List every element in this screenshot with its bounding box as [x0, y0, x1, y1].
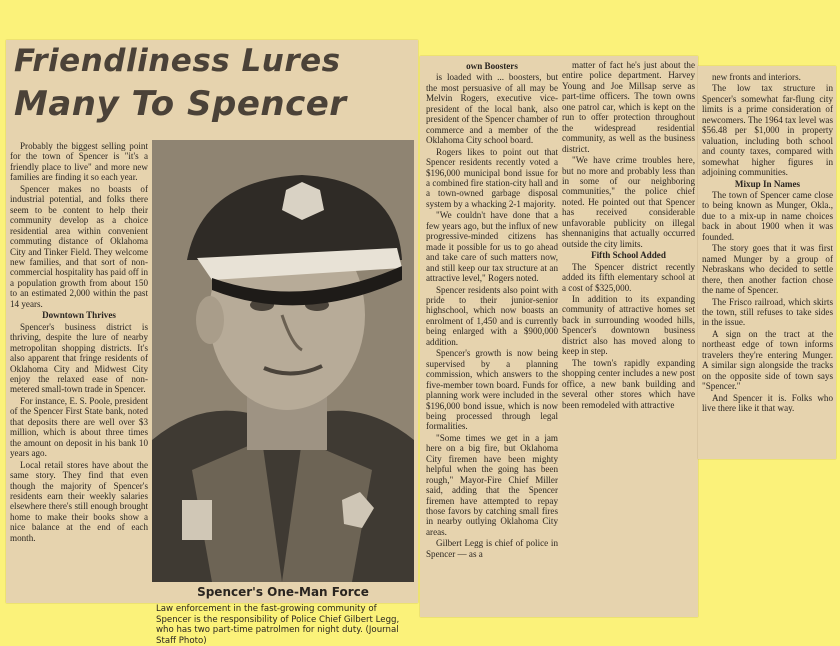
paragraph: And Spencer it is. Folks who live there like it that way. [702, 392, 833, 414]
paragraph: A sign on the tract at the northeast edge of town informs travelers they're entering Munger. A similar sign alongside the tracks on the opposite side of town says "Spencer." [702, 328, 833, 392]
article-column-3 [562, 60, 695, 460]
subhead-boosters: own Boosters [466, 61, 518, 71]
paragraph: matter of fact he's just about the entire police department. Harvey Young and Joe Millsap serve as part-time officers. The town owns one patrol car, which is kept on the run to offer protection throughout the widespread residential community, as well as the business district. [562, 60, 695, 154]
paragraph: Probably the biggest selling point for the town of Spencer is "it's a friendly place to live" and more new families are finding it so each year. [10, 141, 148, 183]
paragraph: The story goes that it was first named Munger by a group of Nebraskans who decided to settle there, then another faction chose the name of Spencer. [702, 243, 833, 296]
paragraph: new fronts and interiors. [712, 72, 801, 82]
paragraph: Spencer makes no boasts of industrial potential, and folks there seem to be content to help their community develop as a choice residential area within convenient commuting distance of Oklahoma City and Tinker Field. They welcome new families, and that sort of non-commercial hospitality has paid off in a population growth from about 150 to an estimated 2,000 within the past 14 years. [10, 183, 148, 309]
paragraph: Rogers likes to point out that Spencer residents recently voted a $196,000 municipal bond issue for a combined fire station-city hall and a town-owned garbage disposal system by a whacking 2-1 majority. [426, 146, 558, 209]
paragraph: Spencer's growth is now being supervised by a planning commission, which answers to the five-member town board. Funds for planning work were included in the $196,000 bond issue, which is now being processed through legal formalities. [426, 348, 558, 432]
paragraph: The low tax structure in Spencer's somewhat far-flung city limits is a prime consideration of newcomers. The 1964 tax level was $56.48 per $1,000 in property valuation, including both school and county taxes, compared with somewhat higher figures in adjoining communities. [702, 83, 833, 178]
headline-line-1: Friendliness Lures [14, 43, 341, 79]
paragraph: Spencer residents also point with pride to their junior-senior highschool, which now boasts an enrolment of 1,450 and is currently being enlarged with a $900,000 addition. [426, 284, 558, 347]
paragraph: Spencer's business district is thriving, despite the lure of nearby metropolitan shopping districts. It's also apparent that fringe residents of Oklahoma City and Midwest City enjoy the relaxed ease of non-metered small-town trade in Spencer. [10, 321, 148, 395]
paragraph: For instance, E. S. Poole, president of the Spencer First State bank, noted that deposits there are well over $3 million, which is about three times the amount on deposit in his bank 10 years ago. [10, 395, 148, 459]
clipping-middle [420, 56, 698, 617]
paragraph: Gilbert Legg is chief of police in Spencer — as a [426, 538, 558, 559]
paragraph: is loaded with ... boosters, but the most persuasive of all may be Melvin Rogers, executive vice-president of the local bank, also president of the Spencer chamber of commerce and a member of the Oklahoma City school board. [426, 72, 558, 146]
clipping-left [6, 40, 418, 646]
subhead-mixup: Mixup In Names [734, 178, 801, 189]
article-column-1 [10, 141, 148, 601]
paragraph: The town of Spencer came close to being known as Munger, Okla., due to a mix-up in name choices back in about 1900 when it was founded. [702, 189, 833, 242]
clipping-right [698, 66, 836, 459]
paragraph: The Spencer district recently added its fifth elementary school at a cost of $325,000. [562, 261, 695, 293]
police-chief-photo [152, 140, 414, 582]
paragraph: The town's rapidly expanding shopping center includes a new post office, a new bank building and several other stores which have been remodeled with attractive [562, 357, 695, 410]
subhead-fifth-school: Fifth School Added [591, 250, 666, 261]
paragraph: "Some times we get in a jam here on a big fire, but Oklahoma City firemen have been mighty helpful when the going has been rough," Mayor-Fire Chief Miller said, adding that the Spencer firemen have attempted to repay those favors by catching small fires in nearby outlying Oklahoma City areas. [426, 432, 558, 537]
photo-caption-title: Spencer's One-Man Force [197, 585, 369, 599]
paragraph: "We have crime troubles here, but no more and probably less than in some of our neighboring communities," the police chief noted. He pointed out that Spencer has received considerable unfavorable publicity on illegal shennanigins that actually occurred outside the city limits. [562, 155, 695, 249]
photo-caption-text: Law enforcement in the fast-growing community of Spencer is the responsibility of Police Chief Gilbert Legg, who has two part-time patrolmen for night duty. (Journal Staff Photo) [156, 604, 400, 646]
paragraph: In addition to its expanding community of attractive homes set back in surrounding wooded hills, Spencer's downtown business district also has moved along to keep in step. [562, 293, 695, 357]
article-column-2 [426, 60, 558, 615]
article-column-4 [702, 72, 833, 457]
paragraph: Local retail stores have about the same story. They find that even though the majority of Spencer's residents earn their weekly salaries elsewhere there's still enough brought home to make their books show a nice balance at the end of each month. [10, 459, 148, 543]
headline-line-2: Many To Spencer [14, 84, 347, 124]
paragraph: "We couldn't have done that a few years ago, but the influx of new progressive-minded citizens has made it possible for us to go ahead and take care of such matters now, and still keep our tax structure at an attractive level," Rogers noted. [426, 210, 558, 284]
subhead-downtown: Downtown Thrives [42, 310, 116, 321]
paragraph: The Frisco railroad, which skirts the town, still refuses to take sides in the issue. [702, 296, 833, 328]
